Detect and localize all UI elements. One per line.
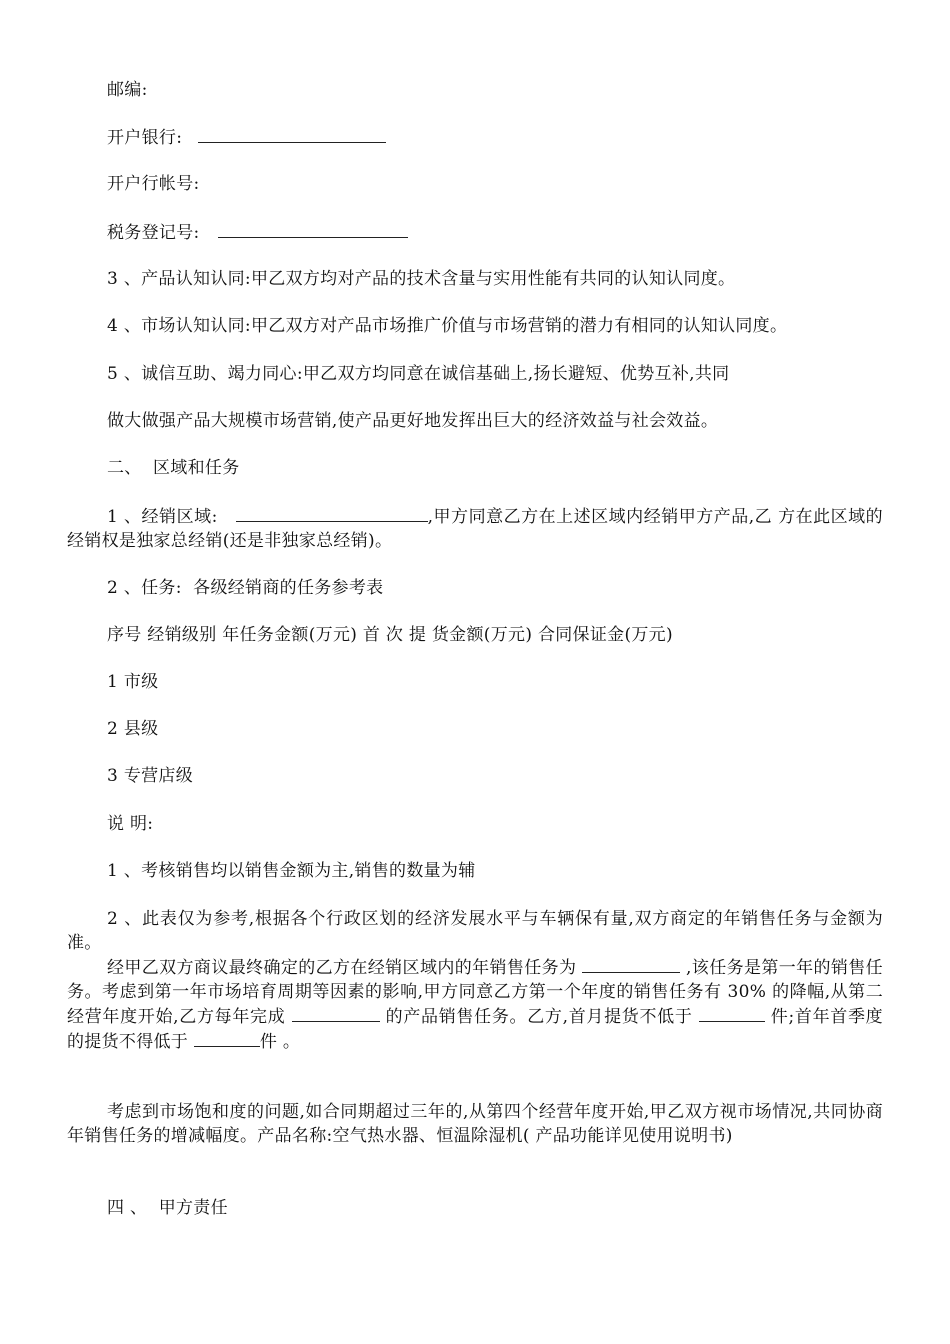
- area-blank[interactable]: [236, 504, 428, 522]
- note-title: 说 明:: [107, 814, 154, 834]
- bank-line: [107, 125, 386, 150]
- sales-text-4: 件;首年首季度的提货不得低于: [67, 1007, 883, 1052]
- item-5-continued: 做大做强产品大规模市场营销,使产品更好地发挥出巨大的经济效益与社会效益。: [107, 411, 719, 431]
- first-month-blank[interactable]: [699, 1004, 765, 1022]
- annual-task-blank[interactable]: [582, 955, 680, 973]
- sales-task-paragraph: [67, 955, 883, 1054]
- task-row-city: 1 市级: [107, 672, 159, 692]
- task-title: 2 、任务: 各级经销商的任务参考表: [107, 578, 384, 598]
- area-text: ,甲方同意乙方在上述区域内经销甲方产品,乙 方在此区域的经销权是独家总经销(还是非独家总经销)。: [67, 507, 883, 551]
- sales-text-5: 件 。: [259, 1032, 301, 1052]
- first-quarter-blank[interactable]: [194, 1029, 260, 1047]
- sales-text-2: ,该任务是第一年的销售任务。考虑到第一年市场培育周期等因素的影响,甲方同意乙方第一个年度的销售任务有 30% 的降幅,从第二经营年度开始,乙方每年完成: [67, 958, 883, 1027]
- bank-blank[interactable]: [198, 125, 386, 143]
- area-paragraph: [67, 504, 883, 553]
- account-label: 开户行帐号:: [107, 174, 200, 194]
- area-label: 1 、经销区域:: [107, 507, 218, 527]
- note-2: 2 、此表仅为参考,根据各个行政区划的经济发展水平与车辆保有量,双方商定的年销售任务与金额为准。: [67, 909, 883, 953]
- item-5: 5 、诚信互助、竭力同心:甲乙双方均同意在诚信基础上,扬长避短、优势互补,共同: [107, 364, 730, 384]
- tax-blank[interactable]: [218, 220, 408, 238]
- sales-text-3: 的产品销售任务。乙方,首月提货不低于: [385, 1007, 693, 1027]
- item-3: 3 、产品认知认同:甲乙双方均对产品的技术含量与实用性能有共同的认知认同度。: [107, 269, 736, 289]
- tax-label: 税务登记号:: [107, 223, 200, 243]
- bank-label: 开户银行:: [107, 128, 183, 148]
- task-row-store: 3 专营店级: [107, 766, 194, 786]
- task-row-county: 2 县级: [107, 719, 159, 739]
- yearly-completion-blank[interactable]: [292, 1004, 380, 1022]
- note-1: 1 、考核销售均以销售金额为主,销售的数量为辅: [107, 861, 476, 881]
- tax-line: [107, 220, 408, 245]
- sales-text-1: 经甲乙双方商议最终确定的乙方在经销区域内的年销售任务为: [107, 958, 577, 978]
- section-2-heading: 二、 区域和任务: [107, 458, 240, 478]
- section-4-heading: 四 、 甲方责任: [107, 1198, 228, 1218]
- item-4: 4 、市场认知认同:甲乙双方对产品市场推广价值与市场营销的潜力有相同的认知认同度。: [107, 316, 788, 336]
- postcode-label: 邮编:: [107, 80, 148, 100]
- task-table-header: 序号 经销级别 年任务金额(万元) 首 次 提 货金额(万元) 合同保证金(万元): [107, 625, 673, 645]
- market-saturation-paragraph: 考虑到市场饱和度的问题,如合同期超过三年的,从第四个经营年度开始,甲乙双方视市场情况,共同协商年销售任务的增减幅度。产品名称:空气热水器、恒温除湿机( 产品功能详见使用说明书): [67, 1102, 883, 1146]
